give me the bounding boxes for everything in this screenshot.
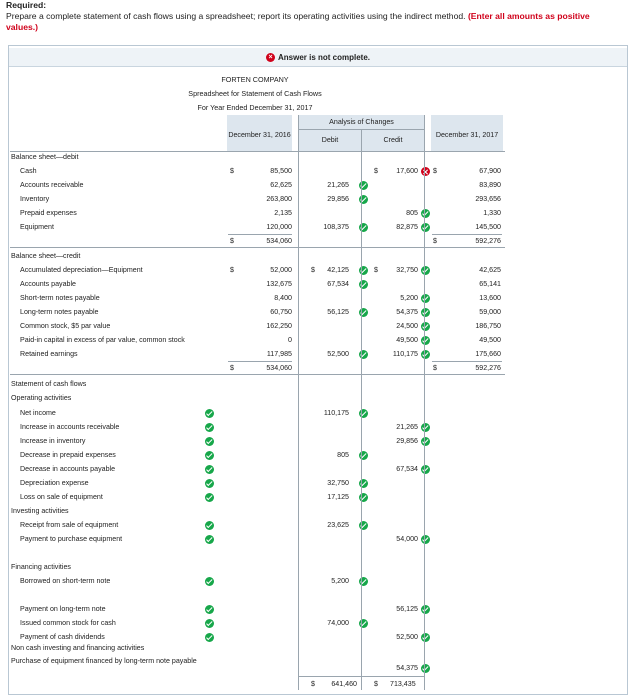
equipment-debit-input[interactable]: 108,375 [323, 223, 349, 231]
inventory-2017: 293,656 [475, 195, 501, 203]
correct-icon [205, 451, 214, 460]
ap-2017: 65,141 [479, 280, 501, 288]
item-dec-ap[interactable]: Decrease in accounts payable [20, 465, 116, 473]
item-depr[interactable]: Depreciation expense [20, 479, 89, 487]
row-label-inventory: Inventory [20, 195, 50, 203]
lt-notes-credit-input[interactable]: 54,375 [396, 308, 418, 316]
row-label-st-notes: Short-term notes payable [20, 294, 100, 302]
cash-2016: 85,500 [270, 167, 292, 175]
row-label-equipment: Equipment [20, 223, 54, 231]
required-heading: Required: [6, 0, 47, 10]
st-notes-2016: 8,400 [274, 294, 292, 302]
issue-debit-input[interactable]: 74,000 [327, 619, 349, 627]
correct-icon [421, 209, 430, 218]
common-stock-credit-input[interactable]: 24,500 [396, 322, 418, 330]
correct-icon [205, 633, 214, 642]
ar-2016: 62,625 [270, 181, 292, 189]
noncash-label: Non cash investing and financing activities [11, 644, 145, 652]
total-debit: 641,460 [331, 680, 357, 688]
dollar-sign: $ [230, 167, 234, 175]
row-label-common-stock: Common stock, $5 par value [20, 322, 111, 330]
correct-icon [421, 664, 430, 673]
dollar-sign: $ [374, 167, 378, 175]
answer-status-bar [9, 48, 627, 67]
row-label-retained: Retained earnings [20, 350, 78, 358]
col-header-debit: Debit [321, 136, 339, 144]
dollar-sign: $ [230, 266, 234, 274]
net-income-debit-input[interactable]: 110,175 [323, 409, 349, 417]
total-rule-2017 [432, 234, 502, 235]
accum-depr-2016: 52,000 [270, 266, 292, 274]
col-divider [361, 129, 362, 690]
row-label-cash: Cash [20, 167, 37, 175]
accum-depr-2017: 42,625 [479, 266, 501, 274]
paid-in-2017: 49,500 [479, 336, 501, 344]
investing-label: Investing activities [11, 507, 69, 515]
correct-icon [421, 294, 430, 303]
lt-notes-2017: 59,000 [479, 308, 501, 316]
correct-icon [205, 493, 214, 502]
item-borrow[interactable]: Borrowed on short-term note [20, 577, 111, 585]
answer-status-text: Answer is not complete. [277, 52, 371, 62]
dollar-sign: $ [311, 266, 315, 274]
item-inc-inv[interactable]: Increase in inventory [20, 437, 86, 445]
pay-lt-credit-input[interactable]: 56,125 [396, 605, 418, 613]
dollar-sign: $ [230, 237, 234, 245]
total-rule-2017 [432, 361, 502, 362]
item-pay-lt[interactable]: Payment on long-term note [20, 605, 106, 613]
ar-debit-input[interactable]: 21,265 [327, 181, 349, 189]
row-label-accum-depr: Accumulated depreciation—Equipment [20, 266, 143, 274]
equipment-credit-input[interactable]: 82,875 [396, 223, 418, 231]
row-label-ap: Accounts payable [20, 280, 76, 288]
dollar-sign: $ [433, 364, 437, 372]
ap-2016: 132,675 [266, 280, 292, 288]
correct-icon [421, 308, 430, 317]
item-net-income[interactable]: Net income [20, 409, 56, 417]
purchase-credit-input[interactable]: 54,000 [396, 535, 418, 543]
depr-debit-input[interactable]: 32,750 [327, 479, 349, 487]
instructions-note: (Enter all amounts as positive values.) [6, 11, 590, 32]
retained-credit-input[interactable]: 110,175 [392, 350, 418, 358]
correct-icon [421, 223, 430, 232]
instructions-text: Prepare a complete statement of cash flows using a spreadsheet; report its operating activities using the indirect method. [6, 11, 466, 21]
ar-2017: 83,890 [479, 181, 501, 189]
col-divider [424, 115, 425, 690]
correct-icon [205, 605, 214, 614]
inventory-debit-input[interactable]: 29,856 [327, 195, 349, 203]
financing-label: Financing activities [11, 563, 71, 571]
credit-total-2017: 592,276 [475, 364, 501, 372]
loss-debit-input[interactable]: 17,125 [327, 493, 349, 501]
item-inc-ar[interactable]: Increase in accounts receivable [20, 423, 120, 431]
total-rule-2016 [228, 361, 292, 362]
retained-2016: 117,985 [266, 350, 292, 358]
correct-icon [421, 336, 430, 345]
prepaid-credit-input[interactable]: 805 [406, 209, 418, 217]
correct-icon [205, 619, 214, 628]
dollar-sign: $ [433, 167, 437, 175]
incorrect-icon [421, 167, 430, 176]
operating-label: Operating activities [11, 394, 72, 402]
inc-inv-credit-input[interactable]: 29,856 [396, 437, 418, 445]
row-label-prepaid: Prepaid expenses [20, 209, 77, 217]
correct-icon [205, 577, 214, 586]
item-noncash-purchase[interactable]: Purchase of equipment financed by long-term note payable [11, 657, 197, 665]
correct-icon [421, 605, 430, 614]
credit-total-2016: 534,060 [266, 364, 292, 372]
dec-prepaid-debit-input[interactable]: 805 [337, 451, 349, 459]
correct-icon [205, 423, 214, 432]
correct-icon [421, 266, 430, 275]
section-rule [10, 247, 505, 248]
noncash-purchase-credit-input[interactable]: 54,375 [396, 664, 418, 672]
prepaid-2017: 1,330 [483, 209, 501, 217]
correct-icon [421, 535, 430, 544]
credit-section-label: Balance sheet—credit [11, 252, 81, 260]
correct-icon [205, 521, 214, 530]
sheet-title: Spreadsheet for Statement of Cash Flows [188, 89, 322, 98]
row-label-paid-in: Paid-in capital in excess of par value, common stock [20, 336, 185, 344]
correct-icon [421, 465, 430, 474]
receipt-debit-input[interactable]: 23,625 [327, 521, 349, 529]
row-label-lt-notes: Long-term notes payable [20, 308, 99, 316]
equipment-2016: 120,000 [266, 223, 292, 231]
dollar-sign: $ [374, 680, 378, 688]
dec-ap-credit-input[interactable]: 67,534 [396, 465, 418, 473]
company-title: FORTEN COMPANY [221, 75, 289, 84]
period-title: For Year Ended December 31, 2017 [197, 103, 313, 112]
correct-icon [421, 423, 430, 432]
dividends-credit-input[interactable]: 52,500 [396, 633, 418, 641]
borrow-debit-input[interactable]: 5,200 [331, 577, 349, 585]
cash-2017: 67,900 [479, 167, 501, 175]
correct-icon [205, 465, 214, 474]
inventory-2016: 263,800 [266, 195, 292, 203]
item-issue[interactable]: Issued common stock for cash [20, 619, 116, 627]
item-purchase[interactable]: Payment to purchase equipment [20, 535, 123, 543]
total-rule-2016 [228, 234, 292, 235]
correct-icon [205, 437, 214, 446]
prepaid-2016: 2,135 [274, 209, 292, 217]
col-header-2017: December 31, 2017 [435, 131, 499, 139]
lt-notes-2016: 60,750 [270, 308, 292, 316]
dollar-sign: $ [230, 364, 234, 372]
cash-flows-label: Statement of cash flows [11, 380, 87, 388]
col-header-credit: Credit [383, 136, 403, 144]
error-icon: × [266, 53, 275, 62]
correct-icon [421, 350, 430, 359]
col-header-analysis: Analysis of Changes [329, 118, 394, 126]
accum-depr-credit-input[interactable]: 32,750 [396, 266, 418, 274]
correct-icon [205, 535, 214, 544]
total-credit: 713,435 [390, 680, 416, 688]
section-rule [10, 374, 505, 375]
correct-icon [421, 437, 430, 446]
dollar-sign: $ [374, 266, 378, 274]
common-stock-2017: 186,750 [475, 322, 501, 330]
st-notes-credit-input[interactable]: 5,200 [400, 294, 418, 302]
paid-in-2016: 0 [288, 336, 292, 344]
item-receipt[interactable]: Receipt from sale of equipment [20, 521, 119, 529]
lt-notes-debit-input[interactable]: 56,125 [327, 308, 349, 316]
common-stock-2016: 162,250 [266, 322, 292, 330]
retained-debit-input[interactable]: 52,500 [327, 350, 349, 358]
accum-depr-debit-input[interactable]: 42,125 [327, 266, 349, 274]
item-loss[interactable]: Loss on sale of equipment [20, 493, 103, 501]
correct-icon [421, 322, 430, 331]
paid-in-credit-input[interactable]: 49,500 [396, 336, 418, 344]
inc-ar-credit-input[interactable]: 21,265 [396, 423, 418, 431]
instructions [6, 11, 606, 33]
col-header-2016: December 31, 2016 [228, 131, 291, 139]
retained-2017: 175,660 [475, 350, 501, 358]
item-dec-prepaid[interactable]: Decrease in prepaid expenses [20, 451, 116, 459]
col-divider [298, 115, 299, 690]
item-dividends[interactable]: Payment of cash dividends [20, 633, 105, 641]
st-notes-2017: 13,600 [479, 294, 501, 302]
debit-section-label: Balance sheet—debit [11, 153, 79, 161]
dollar-sign: $ [433, 237, 437, 245]
ap-debit-input[interactable]: 67,534 [327, 280, 349, 288]
equipment-2017: 145,500 [475, 223, 501, 231]
header-bottom-rule [10, 151, 505, 152]
correct-icon [205, 479, 214, 488]
debit-total-2016: 534,060 [266, 237, 292, 245]
cash-credit-input[interactable]: 17,600 [396, 167, 418, 175]
dollar-sign: $ [311, 680, 315, 688]
debit-total-2017: 592,276 [475, 237, 501, 245]
correct-icon [421, 633, 430, 642]
correct-icon [205, 409, 214, 418]
row-label-ar: Accounts receivable [20, 181, 84, 189]
